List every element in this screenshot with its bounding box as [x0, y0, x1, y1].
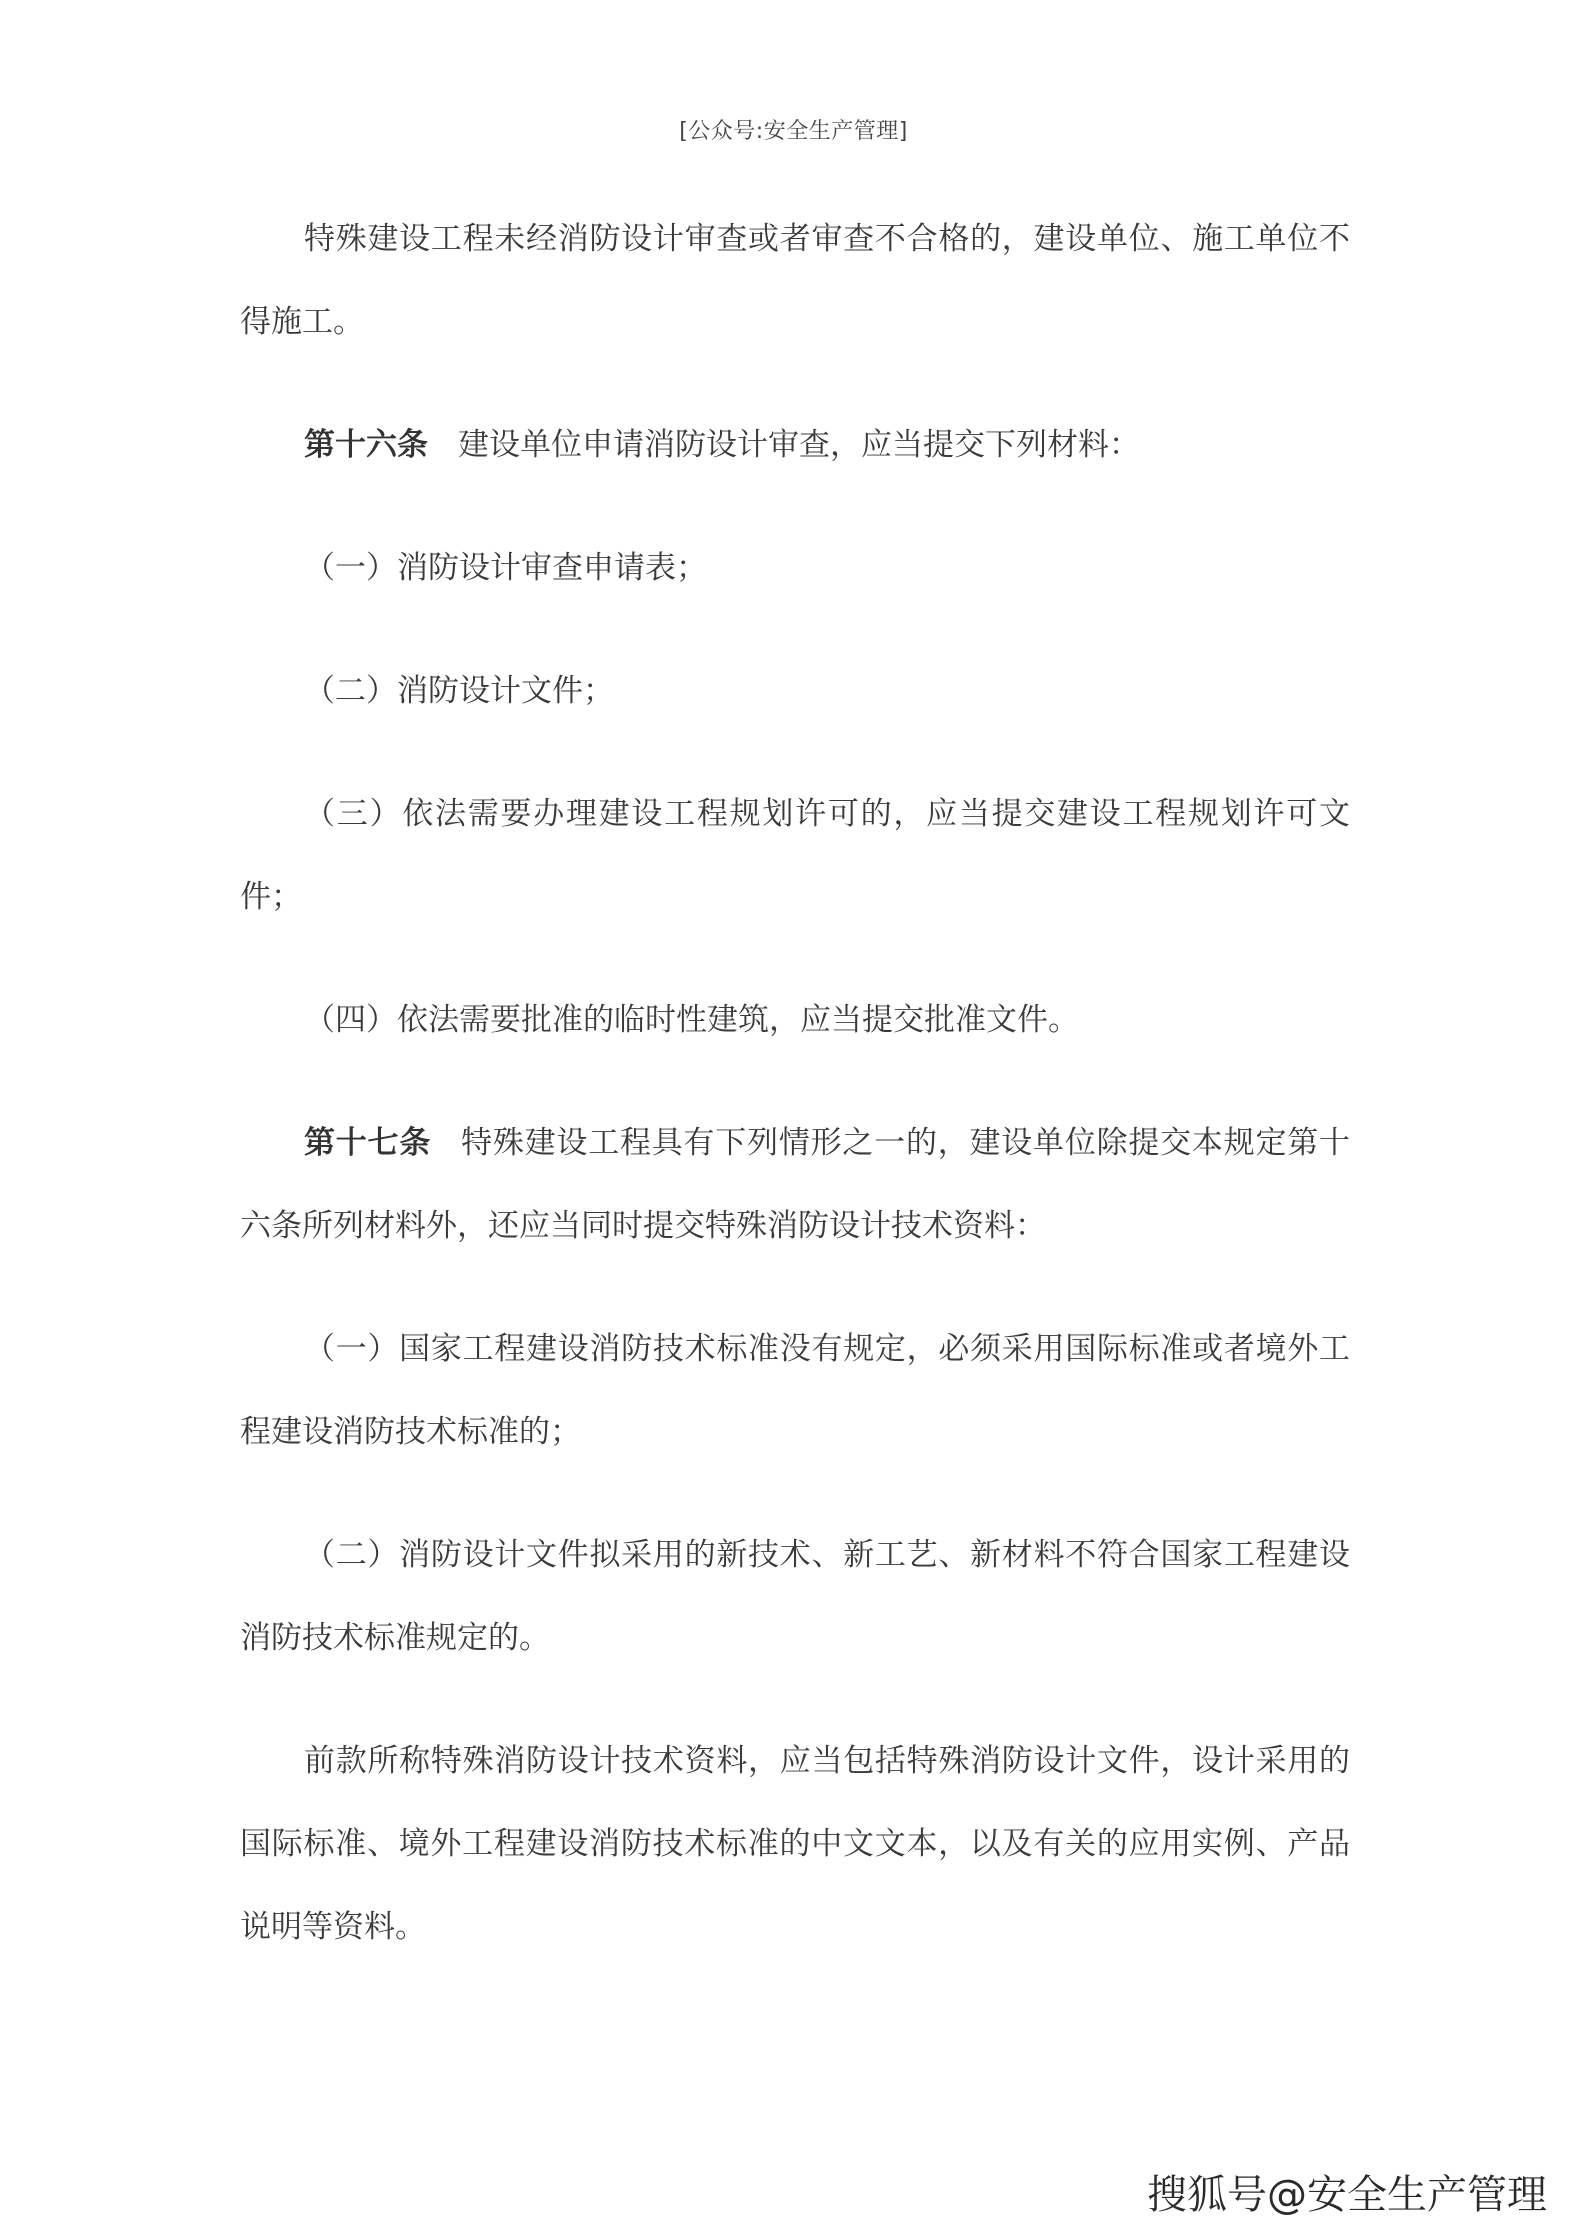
watermark: 搜狐号@安全生产管理: [1147, 2172, 1547, 2218]
article-17-text: 特殊建设工程具有下列情形之一的，建设单位除提交本规定第十六条所列材料外，还应当同时提交特殊消防设计技术资料：: [240, 1125, 1351, 1244]
article-17-number: 第十七条: [304, 1125, 432, 1161]
document-body: [240, 198, 1350, 2009]
article-17-item-2: （二）消防设计文件拟采用的新技术、新工艺、新材料不符合国家工程建设消防技术标准规定的。: [240, 1537, 1350, 1656]
paragraph-intro: 特殊建设工程未经消防设计审查或者审查不合格的，建设单位、施工单位不得施工。: [240, 221, 1350, 340]
article-16: [240, 404, 1350, 487]
article-16-item-4: （四）依法需要批准的临时性建筑，应当提交批准文件。: [304, 1002, 1079, 1038]
article-17-item-1: （一）国家工程建设消防技术标准没有规定，必须采用国际标准或者境外工程建设消防技术标准的；: [240, 1331, 1350, 1450]
article-16-number: 第十六条: [304, 427, 428, 463]
article-16-item-2: （二）消防设计文件；: [304, 673, 614, 709]
paragraph-closing: 前款所称特殊消防设计技术资料，应当包括特殊消防设计文件，设计采用的国际标准、境外工程建设消防技术标准的中文文本，以及有关的应用实例、产品说明等资料。: [240, 1743, 1350, 1945]
article-16-item-1: （一）消防设计审查申请表；: [304, 550, 707, 586]
page-header: [公众号:安全生产管理]: [679, 119, 908, 144]
article-16-text: 建设单位申请消防设计审查，应当提交下列材料：: [458, 427, 1140, 463]
article-16-item-3: （三）依法需要办理建设工程规划许可的，应当提交建设工程规划许可文件；: [240, 796, 1350, 915]
article-17: [240, 1102, 1350, 1268]
